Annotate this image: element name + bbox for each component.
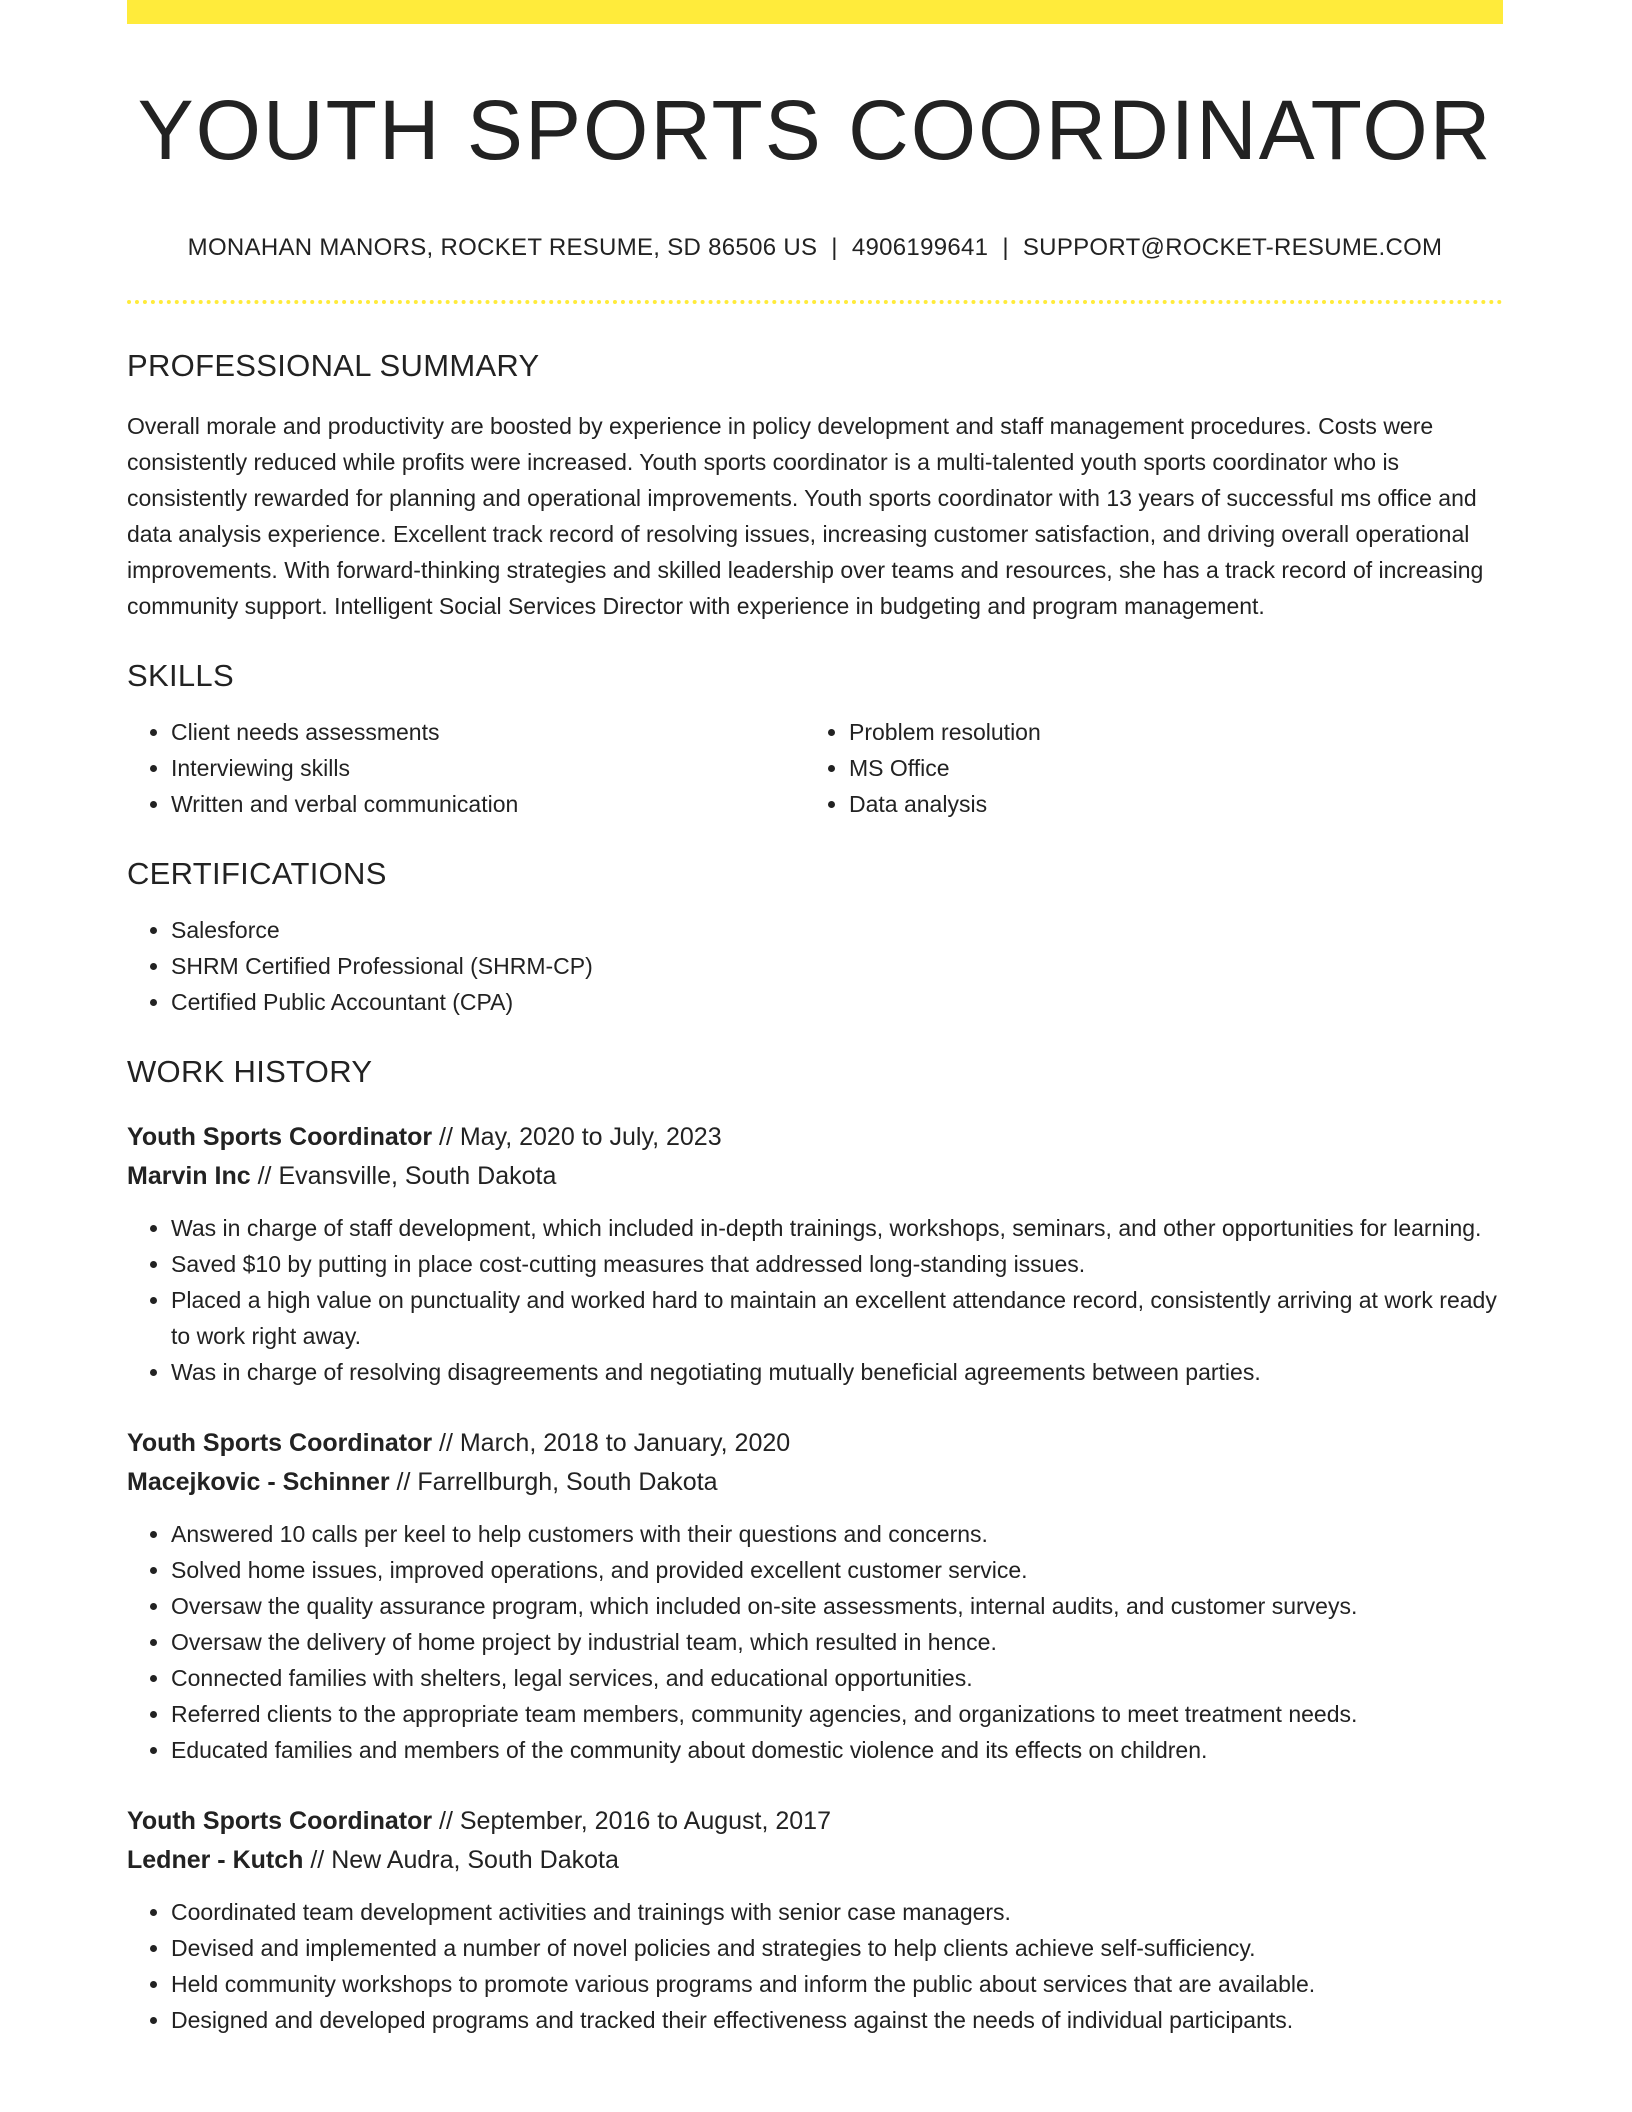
job-bullet: • Solved home issues, improved operations, and provided excellent customer service. [171, 1552, 1503, 1588]
job-title: Youth Sports Coordinator [127, 1429, 433, 1458]
skills-grid [127, 714, 1503, 822]
job-bullet: • Oversaw the quality assurance program, which included on-site assessments, internal audits, and customer surveys. [171, 1588, 1503, 1624]
skill-item: • Interviewing skills [171, 750, 805, 786]
job-bullet: • Designed and developed programs and tracked their effectiveness against the needs of individual participants. [171, 2002, 1503, 2038]
job-location: // Evansville, South Dakota [250, 1162, 557, 1191]
job-dates: // September, 2016 to August, 2017 [432, 1807, 831, 1836]
job-company-line [127, 1157, 1503, 1196]
job-bullet: • Connected families with shelters, legal services, and educational opportunities. [171, 1660, 1503, 1696]
contact-line [127, 234, 1503, 263]
certification-item: • Salesforce [171, 912, 1503, 948]
job-bullet: • Held community workshops to promote various programs and inform the public about services that are available. [171, 1966, 1503, 2002]
job-bullet: • Saved $10 by putting in place cost-cutting measures that addressed long-standing issues. [171, 1246, 1503, 1282]
skill-item: • Data analysis [849, 786, 1483, 822]
skills-section [127, 658, 1503, 822]
job-bullet: • Referred clients to the appropriate team members, community agencies, and organizations to meet treatment needs. [171, 1696, 1503, 1732]
accent-top-bar [127, 0, 1503, 24]
contact-phone: 4906199641 [851, 234, 989, 262]
skill-item: • MS Office [849, 750, 1483, 786]
section-heading-work-history: WORK HISTORY [127, 1054, 373, 1090]
job-bullet: • Educated families and members of the community about domestic violence and its effects on children. [171, 1732, 1503, 1768]
certifications-section [127, 856, 1503, 1020]
section-heading-summary: PROFESSIONAL SUMMARY [127, 348, 540, 384]
job-company-line [127, 1841, 1503, 1880]
job-location: // Farrellburgh, South Dakota [389, 1468, 718, 1497]
section-heading-certifications: CERTIFICATIONS [127, 856, 387, 892]
contact-address: MONAHAN MANORS, ROCKET RESUME, SD 86506 US [187, 234, 818, 262]
job-title: Youth Sports Coordinator [127, 1123, 433, 1152]
job-title-line [127, 1424, 1503, 1463]
job-bullets [127, 1210, 1503, 1390]
job-bullet: • Was in charge of staff development, which included in-depth trainings, workshops, seminars, and other opportunities for learning. [171, 1210, 1503, 1246]
job-bullet: • Placed a high value on punctuality and worked hard to maintain an excellent attendance record, consistently arriving at work ready to work right away. [171, 1282, 1503, 1354]
contact-separator: | [1002, 234, 1009, 262]
certification-item: • Certified Public Accountant (CPA) [171, 984, 1503, 1020]
certifications-list [127, 912, 1503, 1020]
skills-list-left [127, 714, 805, 822]
job-bullet: • Devised and implemented a number of novel policies and strategies to help clients achieve self-sufficiency. [171, 1930, 1503, 1966]
skill-item: • Written and verbal communication [171, 786, 805, 822]
skill-item: • Problem resolution [849, 714, 1483, 750]
job-bullet: • Oversaw the delivery of home project by industrial team, which resulted in hence. [171, 1624, 1503, 1660]
job-entry [127, 1118, 1503, 1390]
skill-item: • Client needs assessments [171, 714, 805, 750]
job-title-line [127, 1802, 1503, 1841]
contact-email: SUPPORT@ROCKET-RESUME.COM [1022, 234, 1443, 262]
job-dates: // March, 2018 to January, 2020 [432, 1429, 791, 1458]
certification-item: • SHRM Certified Professional (SHRM-CP) [171, 948, 1503, 984]
resume-title: YOUTH SPORTS COORDINATOR [137, 83, 1493, 177]
job-company-line [127, 1463, 1503, 1502]
job-company: Ledner - Kutch [127, 1846, 304, 1875]
summary-section [127, 348, 1503, 624]
job-entry [127, 1424, 1503, 1768]
job-title: Youth Sports Coordinator [127, 1807, 433, 1836]
job-bullet: • Coordinated team development activities and trainings with senior case managers. [171, 1894, 1503, 1930]
job-dates: // May, 2020 to July, 2023 [432, 1123, 722, 1152]
dotted-divider [127, 300, 1503, 304]
job-company: Marvin Inc [127, 1162, 251, 1191]
summary-text: Overall morale and productivity are boosted by experience in policy development and staff management procedures. Costs were consistently reduced while profits were increased. Youth sports coordinator is a multi-talented youth sports coordinator who is consistently rewarded for planning and operational improvements. Youth sports coordinator with 13 years of successful ms office and data analysis experience. Excellent track record of resolving issues, increasing customer satisfaction, and driving overall operational improvements. With forward-thinking strategies and skilled leadership over teams and resources, she has a track record of increasing community support. Intelligent Social Services Director with experience in budgeting and program management. [127, 413, 1484, 620]
contact-separator: | [831, 234, 838, 262]
job-company: Macejkovic - Schinner [127, 1468, 390, 1497]
job-entry [127, 1802, 1503, 2038]
job-bullets [127, 1516, 1503, 1768]
section-heading-skills: SKILLS [127, 658, 234, 694]
skills-list-right [805, 714, 1483, 822]
job-title-line [127, 1118, 1503, 1157]
job-bullet: • Was in charge of resolving disagreements and negotiating mutually beneficial agreements between parties. [171, 1354, 1503, 1390]
job-bullet: • Answered 10 calls per keel to help customers with their questions and concerns. [171, 1516, 1503, 1552]
resume-page [127, 0, 1503, 2038]
work-history-section [127, 1054, 1503, 2038]
job-location: // New Audra, South Dakota [303, 1846, 619, 1875]
job-bullets [127, 1894, 1503, 2038]
